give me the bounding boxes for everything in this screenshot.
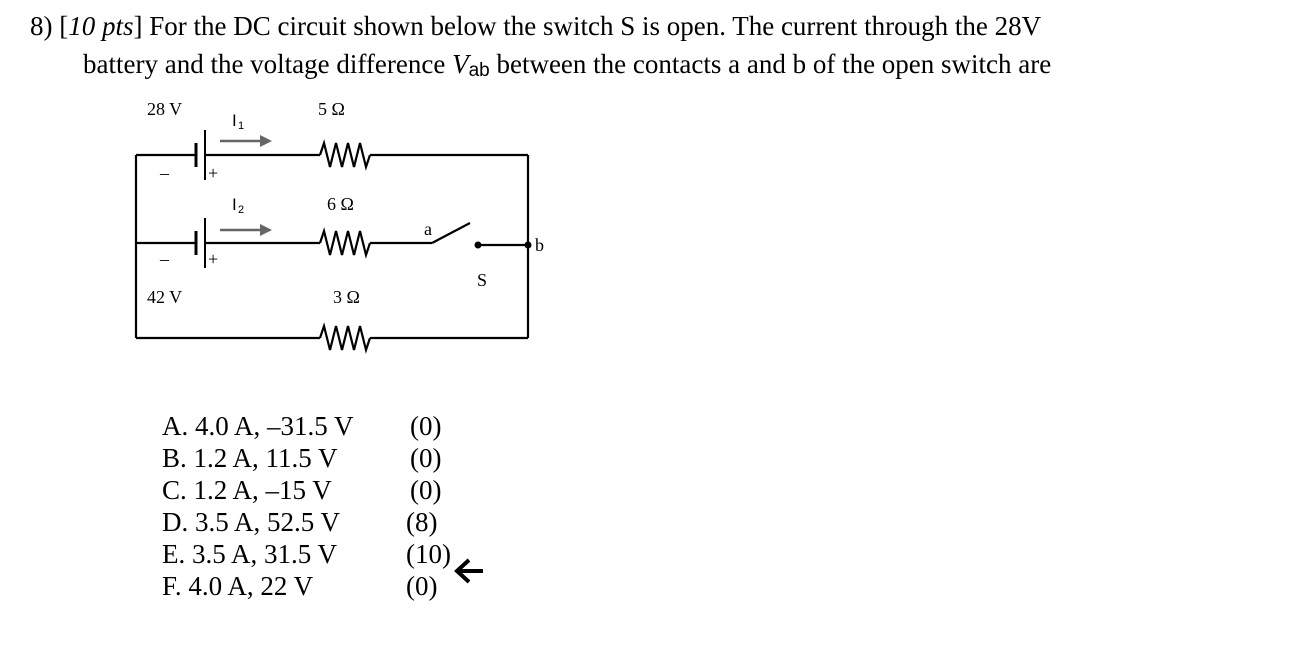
resistor-3ohm-label: 3 Ω	[333, 287, 360, 307]
question-text-3: between the contacts a and b of the open switch are	[489, 49, 1052, 79]
question-number: 8)	[30, 11, 53, 41]
resistor-5ohm-icon	[320, 143, 370, 167]
battery-28v-icon	[196, 130, 205, 180]
resistor-6ohm-label: 6 Ω	[327, 194, 354, 214]
choice-e-points: (10)	[406, 539, 451, 569]
question-line-1: 8) [10 pts] For the DC circuit shown below the switch S is open. The current through the 28V	[30, 11, 1042, 41]
current-1-label: I	[232, 111, 237, 130]
choice-c-text: C. 1.2 A, –15 V	[162, 475, 332, 505]
top-branch	[136, 130, 528, 180]
left-arrow-icon	[452, 555, 486, 587]
battery-42v-icon	[196, 218, 205, 268]
middle-branch	[136, 218, 532, 268]
current-2-subscript: 2	[238, 204, 245, 216]
choice-f-text: F. 4.0 A, 22 V	[162, 571, 314, 601]
current-1-subscript: 1	[238, 120, 245, 132]
bottom-branch	[136, 326, 528, 350]
battery-42v-minus: –	[160, 249, 169, 269]
battery-28v-label: 28 V	[147, 99, 183, 119]
battery-28v-plus: +	[208, 163, 219, 183]
current-arrow-1-icon	[220, 135, 272, 147]
choice-b-points: (0)	[410, 443, 442, 473]
current-2-label: I	[232, 195, 237, 214]
circuit-diagram	[125, 95, 545, 355]
resistor-3ohm-icon	[320, 326, 370, 350]
question-text-1: For the DC circuit shown below the switch S is open. The current through the 28V	[142, 11, 1042, 41]
question-line-2	[83, 48, 1051, 87]
choice-f-points: (0)	[406, 571, 438, 601]
contact-b-label: b	[535, 235, 544, 255]
contact-a-label: a	[424, 219, 432, 239]
resistor-6ohm-icon	[320, 231, 370, 255]
choice-a-text: A. 4.0 A, –31.5 V	[162, 411, 354, 441]
choice-e-text: E. 3.5 A, 31.5 V	[162, 539, 338, 569]
current-arrow-2-icon	[220, 224, 272, 236]
choice-b-text: B. 1.2 A, 11.5 V	[162, 443, 338, 473]
battery-42v-label: 42 V	[147, 287, 183, 307]
junction-b-dot-icon	[525, 242, 532, 249]
battery-28v-minus: –	[160, 163, 169, 183]
question-points: 10 pts	[68, 11, 134, 41]
choice-d-points: (8)	[406, 507, 438, 537]
question-text-2: battery and the voltage difference	[83, 49, 453, 79]
battery-42v-plus: +	[208, 249, 219, 269]
switch-blade-icon	[432, 223, 470, 243]
choice-d-text: D. 3.5 A, 52.5 V	[162, 507, 341, 537]
choice-a-points: (0)	[410, 411, 442, 441]
voltage-subscript: ab	[468, 60, 490, 81]
resistor-5ohm-label: 5 Ω	[318, 99, 345, 119]
voltage-symbol: V	[452, 49, 469, 79]
choice-c-points: (0)	[410, 475, 442, 505]
switch-label: S	[477, 270, 488, 290]
